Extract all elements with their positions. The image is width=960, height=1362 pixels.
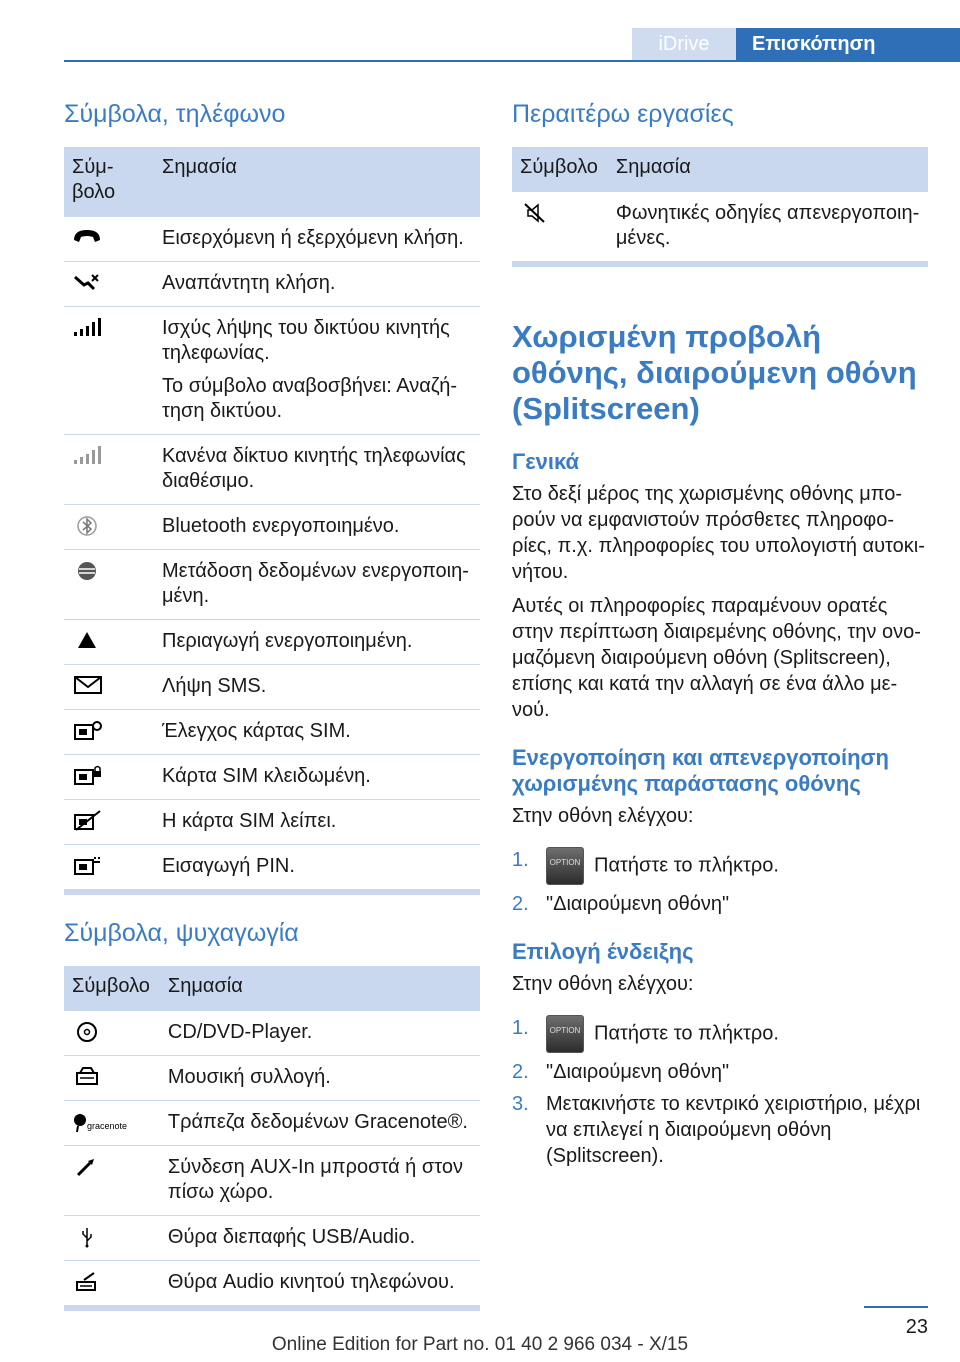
voice-guidance-off-icon [520,201,550,225]
no-network-icon [72,444,106,466]
option-button-icon: OPTION [546,847,584,885]
further-tasks-title: Περαιτέρω εργασίες [512,100,734,128]
row-text: Θύρα Audio κινητού τηλεφώνου. [160,1261,480,1306]
phone-symbols-title: Σύμβολα, τηλέφωνο [64,100,286,128]
table-row [64,620,480,665]
entertainment-symbols-title: Σύμβολα, ψυχαγωγία [64,919,299,947]
usb-icon [72,1225,102,1249]
col-symbol-header: Σύμβολο [512,147,608,192]
left-column [64,62,480,1311]
general-heading: Γενικά [512,449,580,474]
roaming-icon [72,629,102,651]
row-text: CD/DVD-Player. [160,1011,480,1056]
music-collection-icon [72,1065,102,1089]
activate-steps [512,847,928,917]
select-display-heading: Επιλογή ένδειξης [512,939,694,964]
col-meaning-header: Σημασία [154,147,480,217]
table-end-rule [64,890,480,895]
data-transfer-icon [72,559,102,583]
tab-idrive[interactable]: iDrive [632,28,736,60]
col-symbol-header: Σύμβολο [64,966,160,1011]
table-row [64,1011,480,1056]
table-row [64,1101,480,1146]
footer-edition: Online Edition for Part no. 01 40 2 966 034 - X/15 [271,1334,689,1355]
tab-overview[interactable]: Επισκόπηση [736,28,960,60]
footer-rule [864,1306,928,1308]
option-button-icon: OPTION [546,1015,584,1053]
table-row [64,1216,480,1261]
select-intro: Στην οθόνη ελέγχου: [512,973,694,995]
pin-entry-icon [72,854,104,876]
page-header [0,0,960,62]
row-text: Περιαγωγή ενεργοποιημένη. [154,620,480,665]
col-meaning-header: Σημασία [608,147,928,192]
sim-check-icon [72,719,104,741]
sms-icon [72,674,104,696]
row-text: Τράπεζα δεδομένων Gracenote®. [160,1101,480,1146]
row-text: Εισαγωγή PIN. [154,845,480,890]
list-item: 2. "Διαιρούμενη οθόνη" [512,1061,730,1083]
bluetooth-icon [72,514,102,538]
missed-call-icon [72,271,102,293]
table-row [64,845,480,890]
table-row [64,435,480,505]
table-row [64,1261,480,1306]
general-paragraph-2: Αυτές οι πληροφορίες παραμένουν ορατές στην περίπτωση διαιρεμένης οθόνης, την ονο-μαζόμενη διαιρούμενη οθόνη (Splitscreen), επίσης και κατά την αλλαγή σε ένα άλλο με-νού. [512,595,921,721]
row-text: Ισχύς λήψης του δικτύου κινητής τηλεφωνίας. [162,317,450,364]
row-text-secondary: Το σύμβολο αναβοσβήνει: Αναζή-τηση δικτύου. [162,375,457,422]
sim-locked-icon [72,764,104,786]
table-row [64,1056,480,1101]
splitscreen-title: Χωρισμένη προβολή οθόνης, διαιρούμενη οθόνη (Splitscreen) [512,319,917,426]
table-row [64,1146,480,1216]
table-row [64,800,480,845]
select-steps [512,1015,928,1169]
row-text: Θύρα διεπαφής USB/Audio. [160,1216,480,1261]
list-item: 2. "Διαιρούμενη οθόνη" [512,893,730,915]
list-item: 1. OPTION Πατήστε το πλήκτρο. [512,847,928,885]
row-text: Έλεγχος κάρτας SIM. [154,710,480,755]
row-text: Μετάδοση δεδομένων ενεργοποιη-μένη. [154,550,480,620]
list-item: 1. OPTION Πατήστε το πλήκτρο. [512,1015,928,1053]
row-text: Κάρτα SIM κλειδωμένη. [154,755,480,800]
row-text: Σύνδεση AUX-In μπροστά ή στον πίσω χώρο. [160,1146,480,1216]
table-end-rule [64,1306,480,1311]
row-text: Αναπάντητη κλήση. [154,262,480,307]
right-column [512,62,928,1175]
row-text: Εισερχόμενη ή εξερχόμενη κλήση. [154,217,480,262]
general-paragraph-1: Στο δεξί μέρος της χωρισμένης οθόνης μπο-ρούν να εμφανιστούν πρόσθετες πληροφο-ρίες, π.χ. πληροφορίες του υπολογιστή αυτοκι-νήτου. [512,483,925,583]
table-end-rule [512,262,928,267]
col-symbol-header: Σύμ-βολο [64,147,154,217]
list-item: 3. Μετακινήστε το κεντρικό χειριστήριο, μέχρι να επιλεγεί η διαιρούμενη οθόνη (Splitscreen). [512,1093,921,1167]
sim-missing-icon [72,809,104,831]
table-row [64,262,480,307]
row-text: Bluetooth ενεργοποιημένο. [154,505,480,550]
page-number: 23 [905,1316,928,1338]
row-text: Μουσική συλλογή. [160,1056,480,1101]
gracenote-logo-text: gracenote [87,1121,128,1131]
cd-dvd-icon [72,1020,102,1044]
table-row [64,710,480,755]
further-tasks-table [512,147,928,262]
aux-in-icon [72,1155,102,1179]
table-row [64,550,480,620]
row-text: Λήψη SMS. [154,665,480,710]
row-text: Κανένα δίκτυο κινητής τηλεφωνίας διαθέσιμο. [154,435,480,505]
table-row [64,505,480,550]
row-text: Η κάρτα SIM λείπει. [154,800,480,845]
phone-audio-icon [72,1270,102,1294]
entertainment-symbols-table [64,966,480,1306]
signal-strength-icon [72,316,106,338]
col-meaning-header: Σημασία [160,966,480,1011]
activate-intro: Στην οθόνη ελέγχου: [512,805,694,827]
table-row [64,755,480,800]
table-row [64,307,480,435]
row-text: Φωνητικές οδηγίες απενεργοποιη-μένες. [608,192,928,262]
gracenote-icon [72,1110,142,1134]
phone-handset-icon [72,226,102,248]
activate-heading: Ενεργοποίηση και απενεργοποίηση χωρισμένης παράστασης οθόνης [512,745,889,796]
table-row [64,665,480,710]
table-row [64,217,480,262]
table-row [512,192,928,262]
phone-symbols-table [64,147,480,890]
